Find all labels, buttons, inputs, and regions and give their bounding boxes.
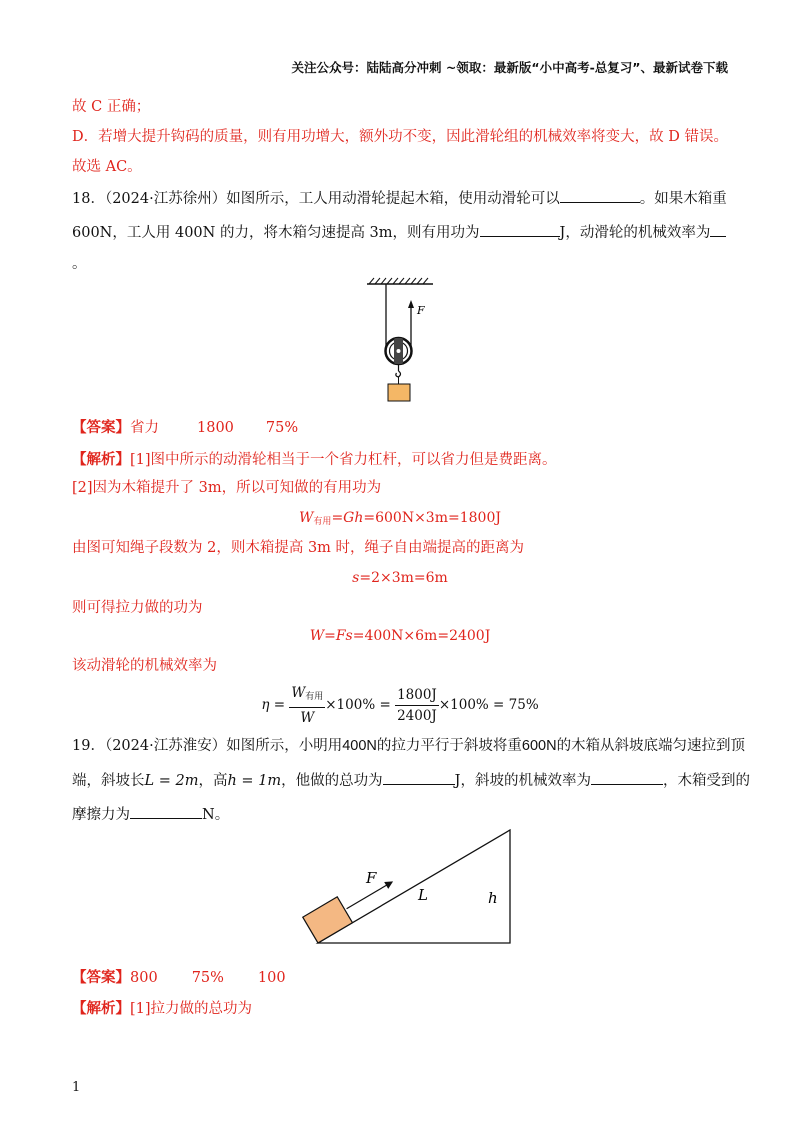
eq-denominator: 2400J — [397, 708, 437, 724]
q19-force: 400N — [342, 738, 377, 754]
q18-analysis-5: 该动滑轮的机械效率为 — [72, 658, 217, 674]
q18-analysis-2: [2]因为木箱提升了 3m，所以可知做的有用功为 — [72, 480, 382, 496]
eq-symbol: Fs — [335, 628, 353, 644]
q18-blank-2 — [480, 222, 560, 237]
analysis-label: 【解析】 — [72, 451, 130, 468]
prev-d-text: D．若增大提升钩码的质量，则有用功增大，额外功不变，因此滑轮组的机械效率将变大，故 D 错误。 — [72, 129, 728, 145]
eq-subscript: 有用 — [313, 517, 332, 527]
q18-blank-1 — [560, 188, 640, 203]
q19-line2 — [72, 770, 750, 791]
eq-text: = — [269, 697, 290, 713]
q18-eq2 — [0, 568, 800, 588]
q19-analysis-1 — [72, 999, 252, 1019]
q19-text: 的拉力平行于斜坡将重 — [376, 738, 522, 754]
q19-text: 摩擦力为 — [72, 807, 130, 823]
eq-numerator: 1800J — [395, 685, 439, 706]
answer-label: 【答案】 — [72, 419, 130, 436]
label-h: h — [488, 889, 498, 907]
eq-text: ×100% = 75% — [438, 697, 539, 713]
eq-symbol: η — [261, 697, 270, 713]
q19-text: 的木箱从斜坡底端匀速拉到顶 — [556, 738, 746, 754]
eq-text: =400N×6m=2400J — [352, 628, 491, 644]
answer-3: 100 — [257, 970, 286, 986]
eq-text: =2×3m=6m — [359, 570, 448, 586]
q19-text: J，斜坡的机械效率为 — [454, 773, 591, 789]
force-arrow — [408, 300, 414, 308]
answer-3: 75% — [265, 420, 299, 436]
label-l: L — [418, 886, 428, 904]
q19-answer — [72, 968, 286, 988]
q19-text: N。 — [202, 807, 230, 823]
incline-figure — [288, 826, 520, 950]
prev-select: 故选 AC。 — [72, 159, 142, 175]
label-f: F — [366, 869, 377, 887]
pulley-axle — [397, 349, 401, 353]
force-label: F — [417, 304, 425, 317]
q18-analysis-3: 由图可知绳子段数为 2，则木箱提高 3m 时，绳子自由端提高的距离为 — [72, 540, 525, 556]
q19-blank-3 — [130, 804, 202, 819]
analysis-label: 【解析】 — [72, 1000, 130, 1017]
q18-line2 — [72, 222, 726, 243]
q19-text: ，木箱受到的 — [662, 773, 750, 789]
wooden-box — [388, 384, 410, 401]
q18-text: 18．（2024·江苏徐州）如图所示，工人用动滑轮提起木箱，使用动滑轮可以 — [72, 191, 560, 207]
eq-text: ×100% = — [325, 697, 396, 713]
ceiling — [367, 278, 433, 284]
page-header: 关注公众号：陆陆高分冲刺 ~领取：最新版“小中高考-总复习”、最新试卷下载 — [291, 60, 728, 75]
q19-line3 — [72, 804, 229, 825]
pull-arrow — [384, 878, 395, 889]
q18-analysis-1 — [72, 450, 557, 470]
prev-c-correct: 故 C 正确； — [72, 99, 151, 115]
q19-line1 — [72, 736, 745, 756]
q19-text: 端，斜坡长 — [72, 773, 145, 789]
q18-line3: 。 — [72, 256, 87, 272]
fraction-1 — [289, 683, 325, 728]
eq-subscript: 有用 — [305, 692, 324, 702]
q19-length: L = 2m — [144, 773, 199, 789]
answer-2: 75% — [191, 970, 224, 986]
analysis-text: [1]拉力做的总功为 — [130, 1001, 253, 1017]
q19-height: h = 1m — [227, 773, 282, 789]
eq-text: =600N×3m=1800J — [363, 510, 501, 526]
q19-weight: 600N — [521, 738, 557, 754]
hook — [396, 364, 401, 377]
q18-line1 — [72, 188, 727, 209]
q18-text: 。如果木箱重 — [639, 191, 727, 207]
q19-text: 19．（2024·江苏淮安）如图所示，小明用 — [72, 738, 343, 754]
eq-symbol: Gh — [343, 510, 364, 526]
q19-blank-1 — [383, 770, 455, 785]
q18-eq3 — [0, 626, 800, 646]
answer-2: 1800 — [197, 420, 234, 436]
eq-symbol: W — [300, 710, 315, 726]
eq-symbol: W — [309, 628, 325, 644]
eq-text: = — [324, 628, 336, 644]
q18-blank-3 — [710, 222, 726, 237]
q18-eq4 — [0, 683, 800, 728]
q19-text: ，高 — [198, 773, 228, 789]
q18-text: 600N，工人用 400N 的力，将木箱匀速提高 3m，则有用功为 — [72, 225, 480, 241]
analysis-text: [1]图中所示的动滑轮相当于一个省力杠杆，可以省力但是费距离。 — [130, 452, 557, 468]
fraction-2 — [395, 685, 439, 726]
eq-symbol: W — [299, 510, 314, 526]
answer-1: 800 — [130, 970, 158, 986]
q18-text: J，动滑轮的机械效率为 — [559, 225, 711, 241]
q18-answer — [72, 418, 298, 438]
q18-eq1 — [0, 508, 800, 532]
eq-symbol: W — [291, 685, 306, 701]
q19-blank-2 — [591, 770, 663, 785]
eq-text: = — [331, 510, 344, 526]
q19-text: ，他做的总功为 — [281, 773, 383, 789]
eq-symbol: s — [352, 570, 360, 586]
pulley-figure — [355, 276, 445, 408]
answer-label: 【答案】 — [72, 969, 130, 986]
answer-1: 省力 — [130, 420, 159, 436]
page-number: 1 — [72, 1080, 81, 1095]
q18-analysis-4: 则可得拉力做的功为 — [72, 600, 203, 616]
